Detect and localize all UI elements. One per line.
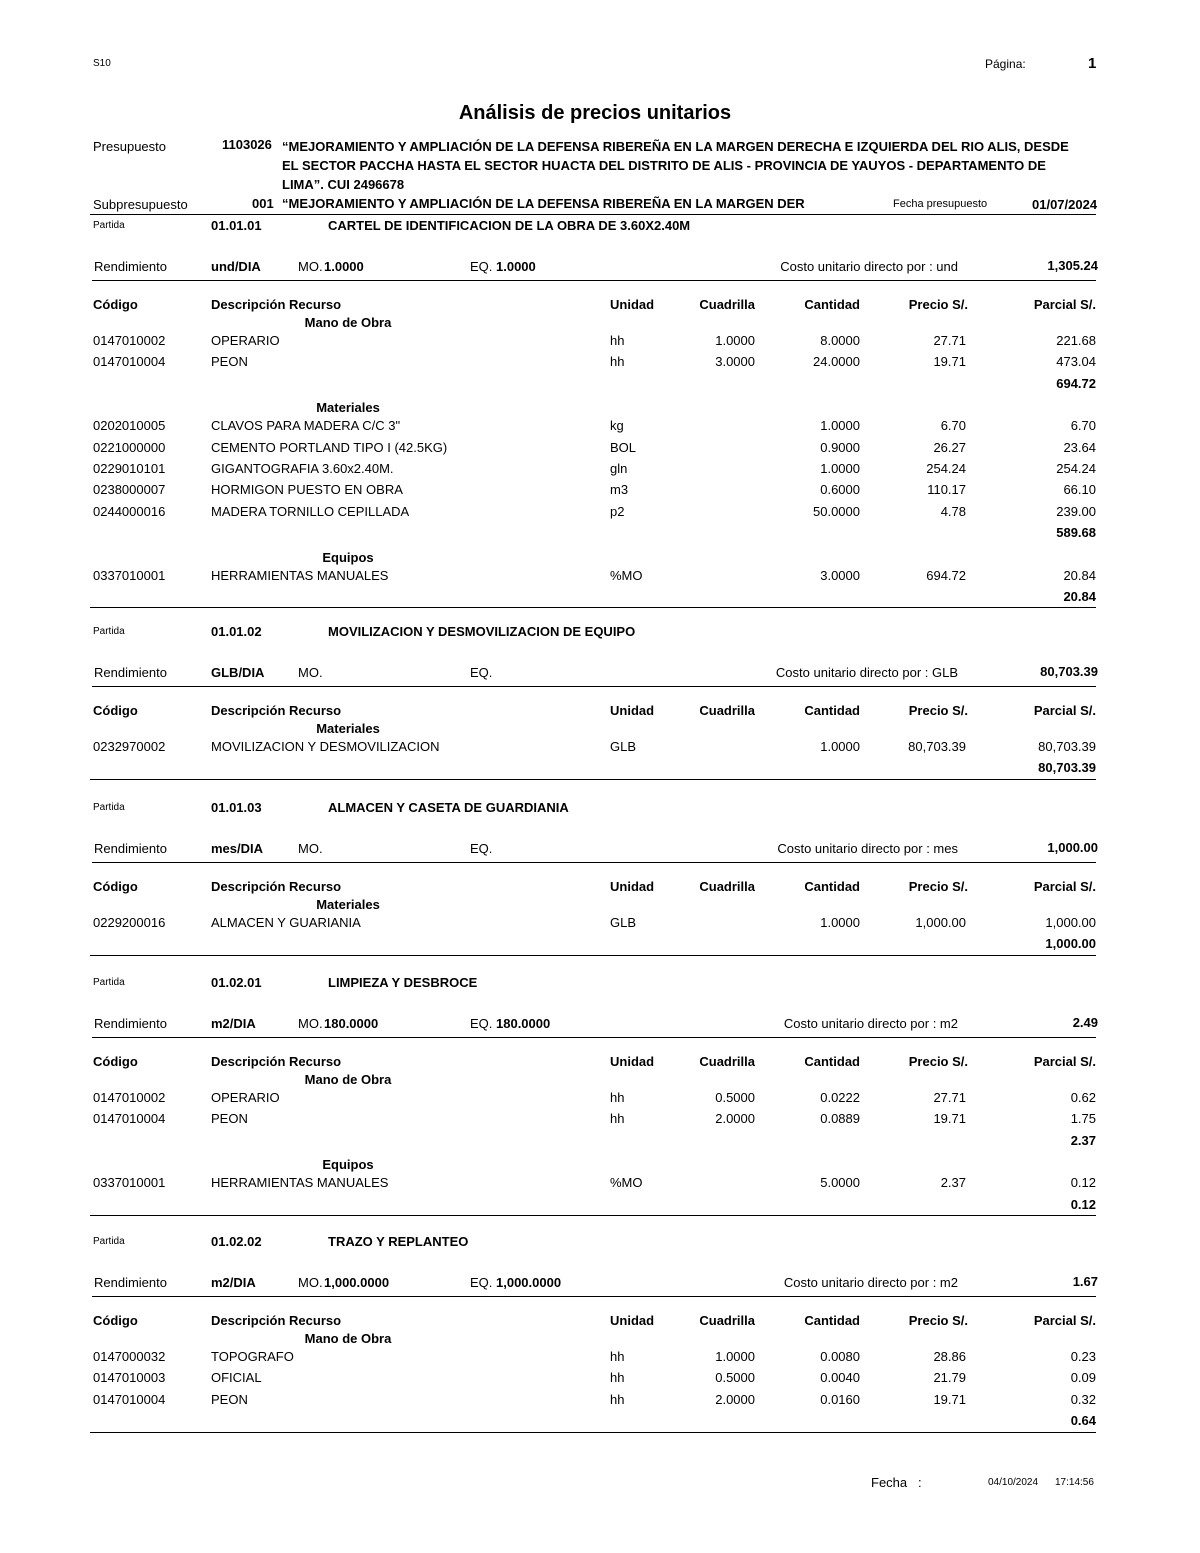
group-subtotal: 2.37 — [1070, 1132, 1096, 1148]
page-label: Página: — [985, 57, 1026, 71]
resource-unit: kg — [610, 418, 624, 434]
partida-code: 01.01.03 — [211, 800, 262, 815]
resource-parcial: 1.75 — [1070, 1111, 1096, 1127]
col-cuadrilla: Cuadrilla — [699, 297, 755, 312]
costo-unitario-label: Costo unitario directo por : mes — [777, 841, 958, 856]
group-subtotal: 80,703.39 — [1038, 760, 1096, 776]
partida-code: 01.02.01 — [211, 975, 262, 990]
group-header: Equipos — [322, 1157, 374, 1173]
costo-unitario-label: Costo unitario directo por : und — [780, 259, 958, 274]
col-cuadrilla: Cuadrilla — [699, 1054, 755, 1069]
resource-parcial: 0.12 — [1070, 1175, 1096, 1191]
col-codigo: Código — [93, 879, 138, 894]
rendimiento-divider — [92, 686, 1096, 687]
group-subtotal: 0.12 — [1070, 1196, 1096, 1212]
col-precio: Precio S/. — [908, 1313, 968, 1328]
mo-label: MO. — [298, 1016, 323, 1031]
resource-unit: gln — [610, 461, 628, 476]
resource-unit: GLB — [610, 915, 637, 930]
resource-cuadrilla: 2.0000 — [715, 1111, 755, 1127]
costo-unitario-label: Costo unitario directo por : GLB — [775, 665, 958, 680]
col-parcial: Parcial S/. — [1033, 703, 1096, 718]
resource-cantidad: 0.0160 — [820, 1391, 860, 1407]
partida-name: LIMPIEZA Y DESBROCE — [328, 975, 478, 990]
partida-label: Partida — [93, 626, 125, 637]
resource-precio: 27.71 — [933, 1090, 966, 1105]
resource-cuadrilla: 3.0000 — [715, 354, 755, 370]
costo-unitario-label: Costo unitario directo por : m2 — [783, 1016, 958, 1031]
col-cantidad: Cantidad — [804, 1054, 860, 1069]
eq-value: 1.0000 — [496, 259, 536, 274]
col-unidad: Unidad — [610, 297, 655, 312]
costo-unitario-label: Costo unitario directo por : m2 — [783, 1275, 958, 1290]
col-unidad: Unidad — [610, 1054, 655, 1069]
partida-divider — [90, 1215, 1096, 1216]
resource-cantidad: 0.0080 — [820, 1349, 860, 1364]
resource-code: 0238000007 — [93, 482, 166, 498]
col-unidad: Unidad — [610, 703, 655, 718]
col-cuadrilla: Cuadrilla — [699, 879, 755, 894]
eq-label: EQ. — [470, 1275, 493, 1290]
resource-precio: 1,000.00 — [915, 915, 966, 930]
resource-precio: 2.37 — [940, 1175, 966, 1191]
resource-parcial: 80,703.39 — [1038, 739, 1096, 754]
header-divider — [90, 214, 1096, 215]
resource-description: MADERA TORNILLO CEPILLADA — [211, 503, 410, 519]
col-parcial: Parcial S/. — [1033, 297, 1096, 312]
rendimiento-label: Rendimiento — [94, 1016, 167, 1031]
group-header: Materiales — [316, 721, 380, 736]
rendimiento-divider — [92, 1037, 1096, 1038]
resource-precio: 26.27 — [933, 439, 966, 455]
group-subtotal: 20.84 — [1063, 589, 1096, 604]
group-subtotal: 1,000.00 — [1045, 936, 1096, 952]
partida-name: MOVILIZACION Y DESMOVILIZACION DE EQUIPO — [328, 624, 636, 639]
resource-cantidad: 8.0000 — [820, 333, 860, 348]
group-subtotal: 0.64 — [1070, 1413, 1096, 1429]
resource-unit: hh — [610, 1090, 625, 1105]
partida-label: Partida — [93, 977, 125, 988]
resource-precio: 254.24 — [926, 461, 966, 476]
partida-label: Partida — [93, 220, 125, 231]
partida-name: TRAZO Y REPLANTEO — [328, 1234, 469, 1249]
col-cantidad: Cantidad — [804, 879, 860, 894]
resource-parcial: 66.10 — [1063, 482, 1096, 498]
resource-description: PEON — [211, 1391, 248, 1407]
group-header: Mano de Obra — [304, 1072, 392, 1087]
col-precio: Precio S/. — [908, 1054, 968, 1069]
col-descripcion: Descripción Recurso — [211, 1313, 342, 1328]
group-header: Mano de Obra — [304, 1331, 392, 1346]
footer-hora-value: 17:14:56 — [1055, 1477, 1094, 1488]
resource-description: CLAVOS PARA MADERA C/C 3" — [211, 418, 401, 434]
mo-value: 1,000.0000 — [324, 1275, 390, 1290]
partida-label: Partida — [93, 802, 125, 813]
eq-value: 1,000.0000 — [496, 1275, 562, 1290]
resource-cuadrilla: 0.5000 — [715, 1370, 755, 1386]
resource-precio: 19.71 — [933, 354, 966, 370]
resource-code: 0229200016 — [93, 915, 166, 930]
eq-label: EQ. — [470, 665, 493, 680]
resource-precio: 6.70 — [940, 418, 966, 434]
col-codigo: Código — [93, 1054, 138, 1069]
resource-code: 0147010002 — [93, 333, 166, 348]
resource-precio: 694.72 — [926, 567, 966, 583]
resource-unit: hh — [610, 1370, 625, 1386]
costo-unitario-value: 1,000.00 — [1047, 840, 1098, 855]
rendimiento-unit: GLB/DIA — [211, 665, 265, 680]
partida-code: 01.01.01 — [211, 218, 262, 233]
page-number: 1 — [1088, 55, 1097, 72]
resource-parcial: 221.68 — [1056, 333, 1096, 348]
partida-divider — [90, 779, 1096, 780]
fecha-presupuesto-label: Fecha presupuesto — [893, 198, 988, 210]
partida-name: CARTEL DE IDENTIFICACION DE LA OBRA DE 3.60X2.40M — [328, 218, 691, 233]
eq-label: EQ. — [470, 259, 493, 274]
rendimiento-label: Rendimiento — [94, 1275, 167, 1290]
col-unidad: Unidad — [610, 879, 655, 894]
resource-precio: 110.17 — [927, 482, 966, 498]
resource-code: 0202010005 — [93, 418, 166, 434]
resource-cantidad: 24.0000 — [813, 354, 860, 370]
rendimiento-divider — [92, 1296, 1096, 1297]
footer-fecha-value: 04/10/2024 — [988, 1477, 1039, 1488]
resource-cantidad: 0.6000 — [820, 482, 860, 498]
resource-description: HERRAMIENTAS MANUALES — [211, 1175, 389, 1191]
resource-parcial: 6.70 — [1070, 418, 1096, 434]
resource-precio: 19.71 — [933, 1391, 966, 1407]
resource-code: 0221000000 — [93, 439, 166, 455]
resource-unit: hh — [610, 1349, 625, 1364]
resource-description: ALMACEN Y GUARIANIA — [211, 915, 361, 930]
rendimiento-label: Rendimiento — [94, 665, 167, 680]
footer-fecha-colon: : — [918, 1475, 922, 1490]
costo-unitario-value: 1,305.24 — [1047, 258, 1098, 273]
resource-parcial: 0.09 — [1070, 1370, 1096, 1386]
mo-label: MO. — [298, 841, 323, 856]
resource-description: GIGANTOGRAFIA 3.60x2.40M. — [211, 461, 394, 476]
resource-precio: 27.71 — [933, 333, 966, 348]
resource-unit: %MO — [610, 567, 643, 583]
rendimiento-label: Rendimiento — [94, 841, 167, 856]
resource-unit: m3 — [610, 482, 629, 498]
partida-label: Partida — [93, 1236, 125, 1247]
resource-parcial: 0.62 — [1070, 1090, 1096, 1105]
resource-code: 0244000016 — [93, 503, 166, 519]
group-subtotal: 589.68 — [1056, 525, 1096, 541]
group-header: Equipos — [322, 549, 374, 565]
resource-parcial: 239.00 — [1056, 503, 1096, 519]
col-parcial: Parcial S/. — [1033, 879, 1096, 894]
resource-unit: hh — [610, 1391, 625, 1407]
resource-code: 0147010004 — [93, 1111, 166, 1127]
resource-unit: hh — [610, 354, 625, 370]
partida-divider — [90, 1432, 1096, 1433]
resource-code: 0337010001 — [93, 567, 166, 583]
col-codigo: Código — [93, 703, 138, 718]
resource-precio: 80,703.39 — [908, 739, 966, 754]
resource-parcial: 0.32 — [1070, 1391, 1096, 1407]
resource-code: 0229010101 — [93, 461, 166, 476]
mo-label: MO. — [298, 665, 323, 680]
group-header: Materiales — [316, 400, 380, 416]
presupuesto-name: “MEJORAMIENTO Y AMPLIACIÓN DE LA DEFENSA RIBEREÑA EN LA MARGEN DERECHA E IZQUIERDA DEL RIO ALIS, DESDE EL SECTOR PACCHA HASTA EL SECTOR HUACTA DEL DISTRITO DE ALIS - PROVINCIA DE YAUYOS - DEPARTAMENTO DE LIMA”. CUI 2496678 — [282, 139, 1069, 192]
costo-unitario-value: 80,703.39 — [1040, 664, 1098, 679]
col-precio: Precio S/. — [908, 703, 968, 718]
partida-name: ALMACEN Y CASETA DE GUARDIANIA — [328, 800, 569, 815]
resource-code: 0147010002 — [93, 1090, 166, 1105]
mo-label: MO. — [298, 1275, 323, 1290]
presupuesto-label: Presupuesto — [93, 139, 166, 154]
subpresupuesto-label: Subpresupuesto — [93, 197, 188, 212]
resource-parcial: 0.23 — [1070, 1349, 1096, 1364]
page-title: Análisis de precios unitarios — [458, 102, 732, 124]
resource-parcial: 473.04 — [1056, 354, 1096, 370]
resource-description: PEON — [211, 1111, 248, 1127]
subpresupuesto-name: “MEJORAMIENTO Y AMPLIACIÓN DE LA DEFENSA RIBEREÑA EN LA MARGEN DER — [282, 196, 805, 211]
fecha-presupuesto-value: 01/07/2024 — [1032, 197, 1098, 212]
rendimiento-unit: m2/DIA — [211, 1275, 256, 1290]
col-unidad: Unidad — [610, 1313, 655, 1328]
group-header: Materiales — [316, 897, 380, 912]
partida-divider — [90, 955, 1096, 956]
col-descripcion: Descripción Recurso — [211, 1054, 342, 1069]
resource-parcial: 23.64 — [1063, 439, 1096, 455]
partida-code: 01.01.02 — [211, 624, 262, 639]
partida-divider — [90, 607, 1096, 608]
costo-unitario-value: 1.67 — [1072, 1274, 1098, 1289]
resource-cantidad: 50.0000 — [813, 503, 860, 519]
col-parcial: Parcial S/. — [1033, 1054, 1096, 1069]
eq-value: 180.0000 — [496, 1016, 551, 1031]
resource-parcial: 254.24 — [1056, 461, 1096, 476]
mo-label: MO. — [298, 259, 323, 274]
presupuesto-code: 1103026 — [222, 137, 272, 152]
resource-description: TOPOGRAFO — [211, 1349, 294, 1364]
rendimiento-unit: m2/DIA — [211, 1016, 256, 1031]
col-parcial: Parcial S/. — [1033, 1313, 1096, 1328]
col-cantidad: Cantidad — [804, 1313, 860, 1328]
resource-description: PEON — [211, 354, 248, 370]
rendimiento-divider — [92, 862, 1096, 863]
mo-value: 1.0000 — [324, 259, 364, 274]
resource-code: 0232970002 — [93, 739, 166, 754]
col-codigo: Código — [93, 1313, 138, 1328]
resource-precio: 21.79 — [933, 1370, 966, 1386]
resource-cantidad: 1.0000 — [820, 739, 860, 754]
footer-fecha-label: Fecha — [871, 1475, 908, 1490]
group-subtotal: 694.72 — [1056, 375, 1096, 391]
resource-description: MOVILIZACION Y DESMOVILIZACION — [211, 739, 440, 754]
resource-cantidad: 1.0000 — [820, 418, 860, 434]
col-cuadrilla: Cuadrilla — [699, 1313, 755, 1328]
system-label: S10 — [93, 58, 111, 69]
mo-value: 180.0000 — [324, 1016, 379, 1031]
subpresupuesto-code: 001 — [252, 196, 274, 211]
col-descripcion: Descripción Recurso — [211, 879, 342, 894]
resource-cantidad: 1.0000 — [820, 915, 860, 930]
resource-description: HORMIGON PUESTO EN OBRA — [211, 482, 403, 498]
resource-cuadrilla: 1.0000 — [715, 1349, 755, 1364]
resource-parcial: 1,000.00 — [1045, 915, 1096, 930]
resource-cantidad: 1.0000 — [820, 461, 860, 476]
col-precio: Precio S/. — [908, 297, 968, 312]
resource-unit: GLB — [610, 739, 637, 754]
resource-code: 0147010004 — [93, 354, 166, 370]
resource-description: HERRAMIENTAS MANUALES — [211, 567, 389, 583]
resource-code: 0337010001 — [93, 1175, 166, 1191]
resource-cantidad: 0.0889 — [820, 1111, 860, 1127]
resource-cantidad: 0.0040 — [820, 1370, 860, 1386]
col-cantidad: Cantidad — [804, 297, 860, 312]
eq-label: EQ. — [470, 1016, 493, 1031]
costo-unitario-value: 2.49 — [1072, 1015, 1098, 1030]
col-codigo: Código — [93, 297, 138, 312]
eq-label: EQ. — [470, 841, 493, 856]
resource-unit: %MO — [610, 1175, 643, 1191]
resource-description: OFICIAL — [211, 1370, 262, 1386]
resource-precio: 19.71 — [933, 1111, 966, 1127]
resource-unit: hh — [610, 333, 625, 348]
rendimiento-label: Rendimiento — [94, 259, 167, 274]
resource-cantidad: 0.0222 — [820, 1090, 860, 1105]
col-descripcion: Descripción Recurso — [211, 703, 342, 718]
resource-cuadrilla: 0.5000 — [715, 1090, 755, 1105]
resource-parcial: 20.84 — [1063, 567, 1096, 583]
resource-description: OPERARIO — [211, 333, 280, 348]
col-cantidad: Cantidad — [804, 703, 860, 718]
rendimiento-unit: mes/DIA — [211, 841, 264, 856]
resource-cantidad: 5.0000 — [820, 1175, 860, 1191]
resource-code: 0147010003 — [93, 1370, 166, 1386]
col-descripcion: Descripción Recurso — [211, 297, 342, 312]
resource-unit: hh — [610, 1111, 625, 1127]
rendimiento-unit: und/DIA — [211, 259, 261, 274]
resource-unit: p2 — [610, 503, 625, 519]
col-cuadrilla: Cuadrilla — [699, 703, 755, 718]
resource-cantidad: 3.0000 — [820, 567, 860, 583]
resource-description: CEMENTO PORTLAND TIPO I (42.5KG) — [211, 439, 448, 455]
group-header: Mano de Obra — [304, 315, 392, 330]
resource-code: 0147000032 — [93, 1349, 166, 1364]
resource-cuadrilla: 2.0000 — [715, 1391, 755, 1407]
resource-precio: 4.78 — [940, 503, 966, 519]
resource-cuadrilla: 1.0000 — [715, 333, 755, 348]
resource-cantidad: 0.9000 — [820, 439, 860, 455]
resource-description: OPERARIO — [211, 1090, 280, 1105]
resource-code: 0147010004 — [93, 1391, 166, 1407]
col-precio: Precio S/. — [908, 879, 968, 894]
resource-precio: 28.86 — [933, 1349, 966, 1364]
rendimiento-divider — [92, 280, 1096, 281]
partida-code: 01.02.02 — [211, 1234, 262, 1249]
resource-unit: BOL — [610, 439, 637, 455]
